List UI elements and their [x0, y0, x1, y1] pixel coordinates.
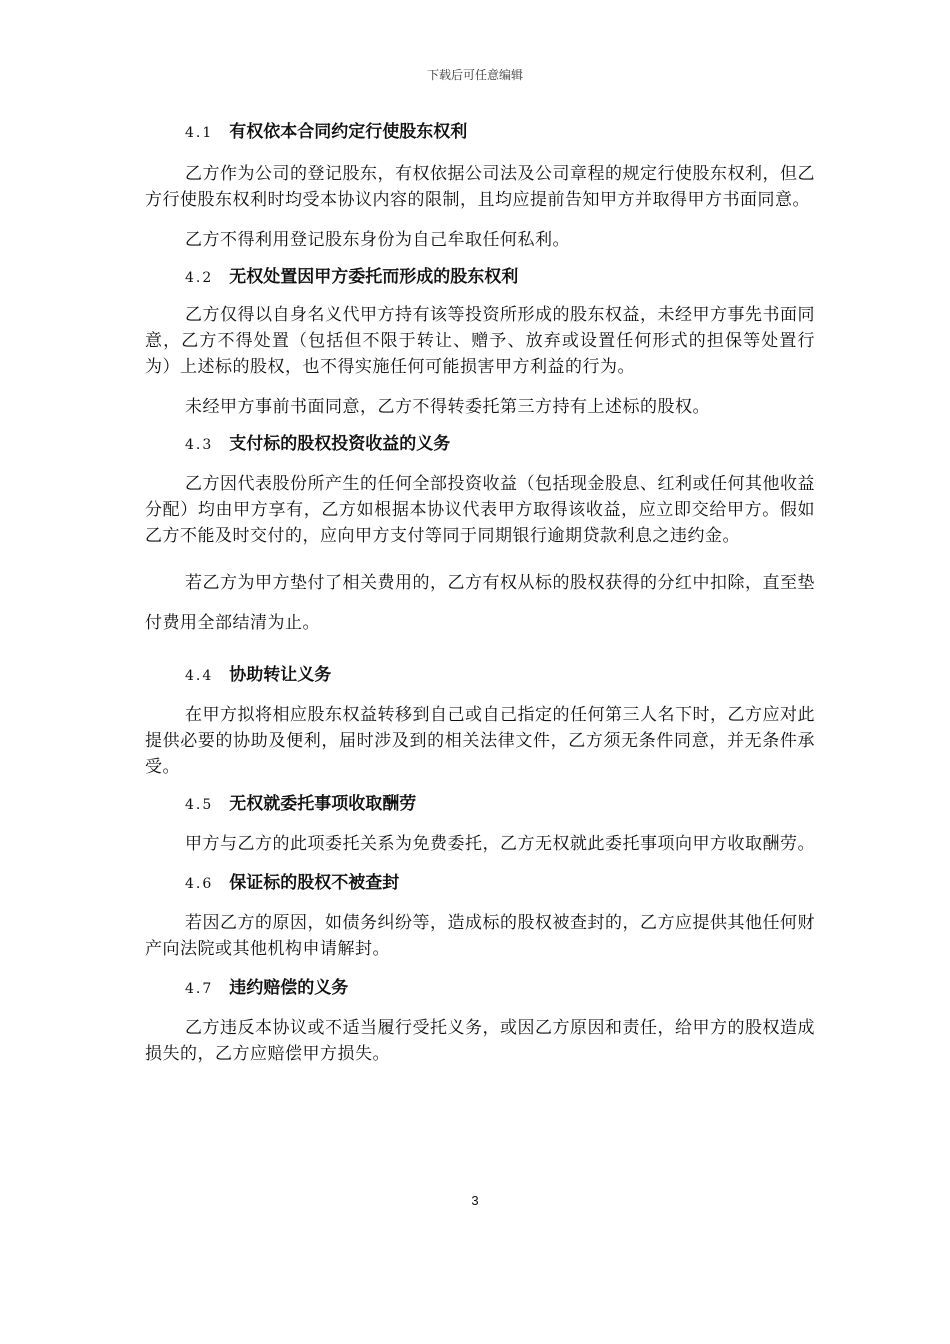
paragraph: 在甲方拟将相应股东权益转移到自己或自己指定的任何第三人名下时，乙方应对此提供必要的协助及便利，届时涉及到的相关法律文件，乙方须无条件同意，并无条件承受。: [145, 705, 815, 777]
section-heading: [145, 974, 815, 1003]
section-heading: [145, 790, 815, 819]
section-title: 保证标的股权不被查封: [229, 873, 400, 893]
paragraph: 若乙方为甲方垫付了相关费用的，乙方有权从标的股权获得的分红中扣除，直至垫付费用全部结清为止。: [145, 573, 815, 633]
paragraph: 甲方与乙方的此项委托关系为免费委托，乙方无权就此委托事项向甲方收取酬劳。: [185, 834, 815, 854]
section-title: 违约赔偿的义务: [229, 978, 349, 998]
section-heading: [145, 869, 815, 898]
section-number: 4.7: [185, 981, 214, 997]
paragraph: 乙方仅得以自身名义代甲方持有该等投资所形成的股东权益，未经甲方事先书面同意，乙方不得处置（包括但不限于转让、赠予、放弃或设置任何形式的担保等处置行为）上述标的股权，也不得实施任何可能损害甲方利益的行为。: [145, 305, 815, 377]
section-heading: [145, 263, 815, 292]
section-number: 4.5: [185, 797, 214, 813]
section-number: 4.2: [185, 270, 214, 286]
paragraph: 乙方违反本协议或不适当履行受托义务，或因乙方原因和责任，给甲方的股权造成损失的，乙方应赔偿甲方损失。: [145, 1018, 815, 1064]
section-number: 4.1: [185, 125, 214, 141]
section-heading: [145, 430, 815, 459]
section-number: 4.3: [185, 437, 214, 453]
section-number: 4.4: [185, 668, 214, 684]
section-title: 有权依本合同约定行使股东权利: [229, 122, 468, 142]
paragraph: 乙方因代表股份所产生的任何全部投资收益（包括现金股息、红利或任何其他收益分配）均由甲方享有，乙方如根据本协议代表甲方取得该收益，应立即交给甲方。假如乙方不能及时交付的，应向甲方支付等同于同期银行逾期贷款利息之违约金。: [145, 474, 815, 546]
section-heading: [145, 118, 815, 147]
page-header: 下载后可任意编辑: [426, 68, 523, 82]
section-title: 协助转让义务: [229, 665, 332, 685]
section-title: 无权处置因甲方委托而形成的股东权利: [229, 267, 519, 287]
section-heading: [145, 661, 815, 690]
section-number: 4.6: [185, 876, 214, 892]
paragraph: 乙方作为公司的登记股东，有权依据公司法及公司章程的规定行使股东权利，但乙方行使股东权利时均受本协议内容的限制，且均应提前告知甲方并取得甲方书面同意。: [145, 164, 815, 210]
paragraph: 未经甲方事前书面同意，乙方不得转委托第三方持有上述标的股权。: [185, 397, 710, 417]
document-body: [145, 118, 815, 1067]
section-title: 支付标的股权投资收益的义务: [229, 434, 451, 454]
section-title: 无权就委托事项收取酬劳: [229, 794, 417, 814]
page-number: 3: [471, 1193, 479, 1208]
paragraph: 若因乙方的原因，如债务纠纷等，造成标的股权被查封的，乙方应提供其他任何财产向法院或其他机构申请解封。: [145, 913, 815, 959]
paragraph: 乙方不得利用登记股东身份为自己牟取任何私利。: [185, 230, 570, 250]
